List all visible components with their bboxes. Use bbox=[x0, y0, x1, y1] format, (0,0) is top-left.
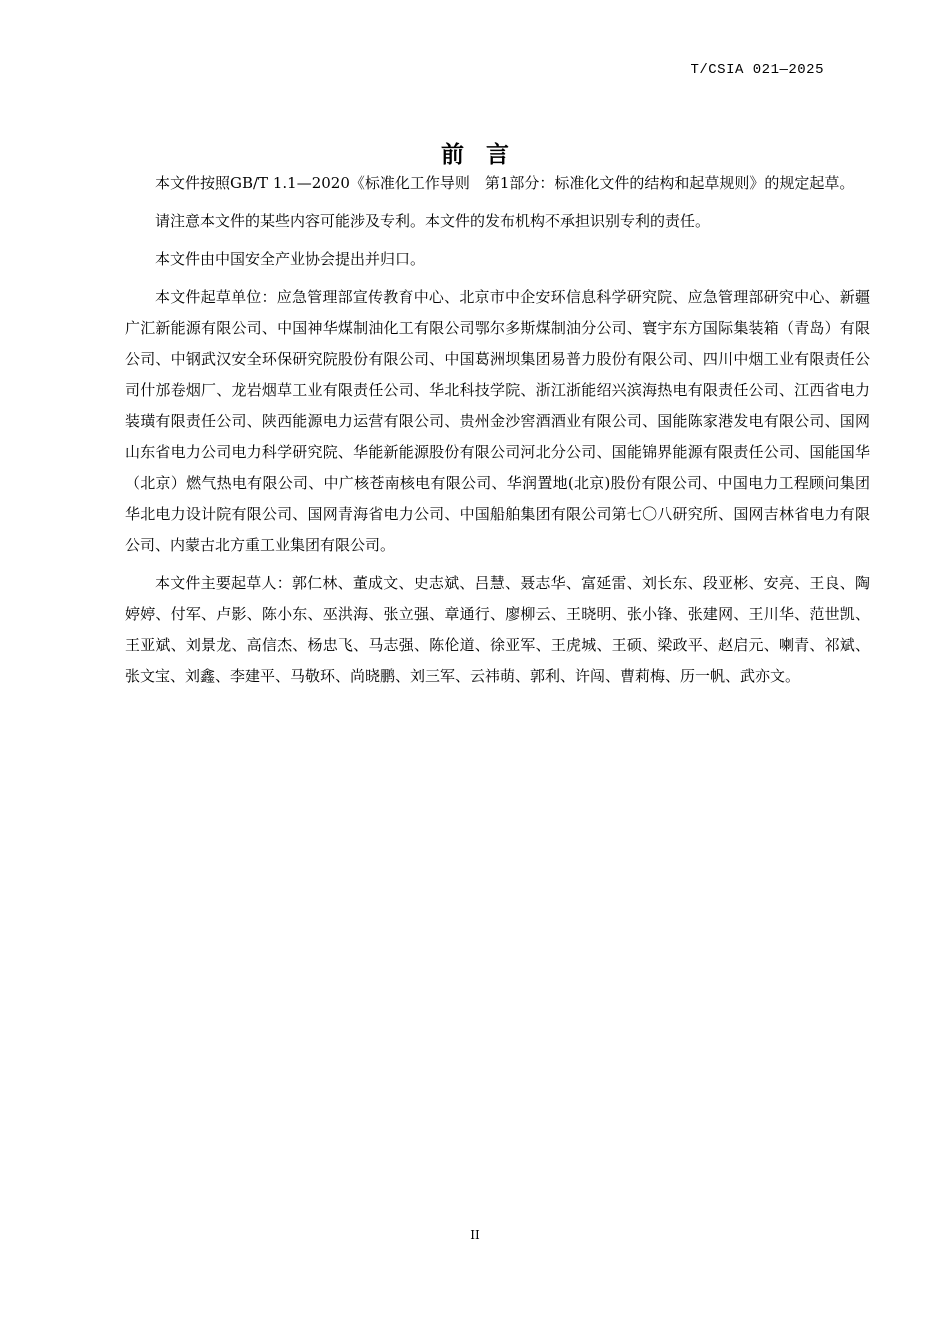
paragraph-proposer: 本文件由中国安全产业协会提出并归口。 bbox=[155, 250, 426, 268]
document-code: T/CSIA 021—2025 bbox=[690, 62, 824, 78]
paragraph-patent-notice: 请注意本文件的某些内容可能涉及专利。本文件的发布机构不承担识别专利的责任。 bbox=[155, 212, 711, 230]
page-number: II bbox=[470, 1228, 480, 1242]
page-title: 前言 bbox=[441, 142, 531, 168]
foreword-body bbox=[125, 168, 870, 699]
paragraph-drafting-units: 本文件起草单位：应急管理部宣传教育中心、北京市中企安环信息科学研究院、应急管理部研究中心、新疆广汇新能源有限公司、中国神华煤制油化工有限公司鄂尔多斯煤制油分公司、寰宇东方国际集装箱（青岛）有限公司、中钢武汉安全环保研究院股份有限公司、中国葛洲坝集团易普力股份有限公司、四川中烟工业有限责任公司什邡卷烟厂、龙岩烟草工业有限责任公司、华北科技学院、浙江浙能绍兴滨海热电有限责任公司、江西省电力装璜有限责任公司、陕西能源电力运营有限公司、贵州金沙窖酒酒业有限公司、国能陈家港发电有限公司、国网山东省电力公司电力科学研究院、华能新能源股份有限公司河北分公司、国能锦界能源有限责任公司、国能国华（北京）燃气热电有限公司、中广核苍南核电有限公司、华润置地(北京)股份有限公司、中国电力工程顾问集团华北电力设计院有限公司、国网青海省电力公司、中国船舶集团有限公司第七〇八研究所、国网吉林省电力有限公司、内蒙古北方重工业集团有限公司。 bbox=[125, 288, 870, 554]
paragraph-main-drafters: 本文件主要起草人：郭仁林、董成文、史志斌、吕慧、聂志华、富延雷、刘长东、段亚彬、安亮、王良、陶婷婷、付军、卢影、陈小东、巫洪海、张立强、章通行、廖柳云、王晓明、张小锋、张建网、王川华、范世凯、王亚斌、刘景龙、高信杰、杨忠飞、马志强、陈伦道、徐亚军、王虎城、王硕、梁政平、赵启元、喇青、祁斌、张文宝、刘鑫、李建平、马敬环、尚晓鹏、刘三军、云祎萌、郭利、许闯、曹莉梅、历一帆、武亦文。 bbox=[125, 574, 870, 685]
paragraph-drafting-rules: 本文件按照GB/T 1.1—2020《标准化工作导则 第1部分：标准化文件的结构和起草规则》的规定起草。 bbox=[155, 174, 855, 192]
